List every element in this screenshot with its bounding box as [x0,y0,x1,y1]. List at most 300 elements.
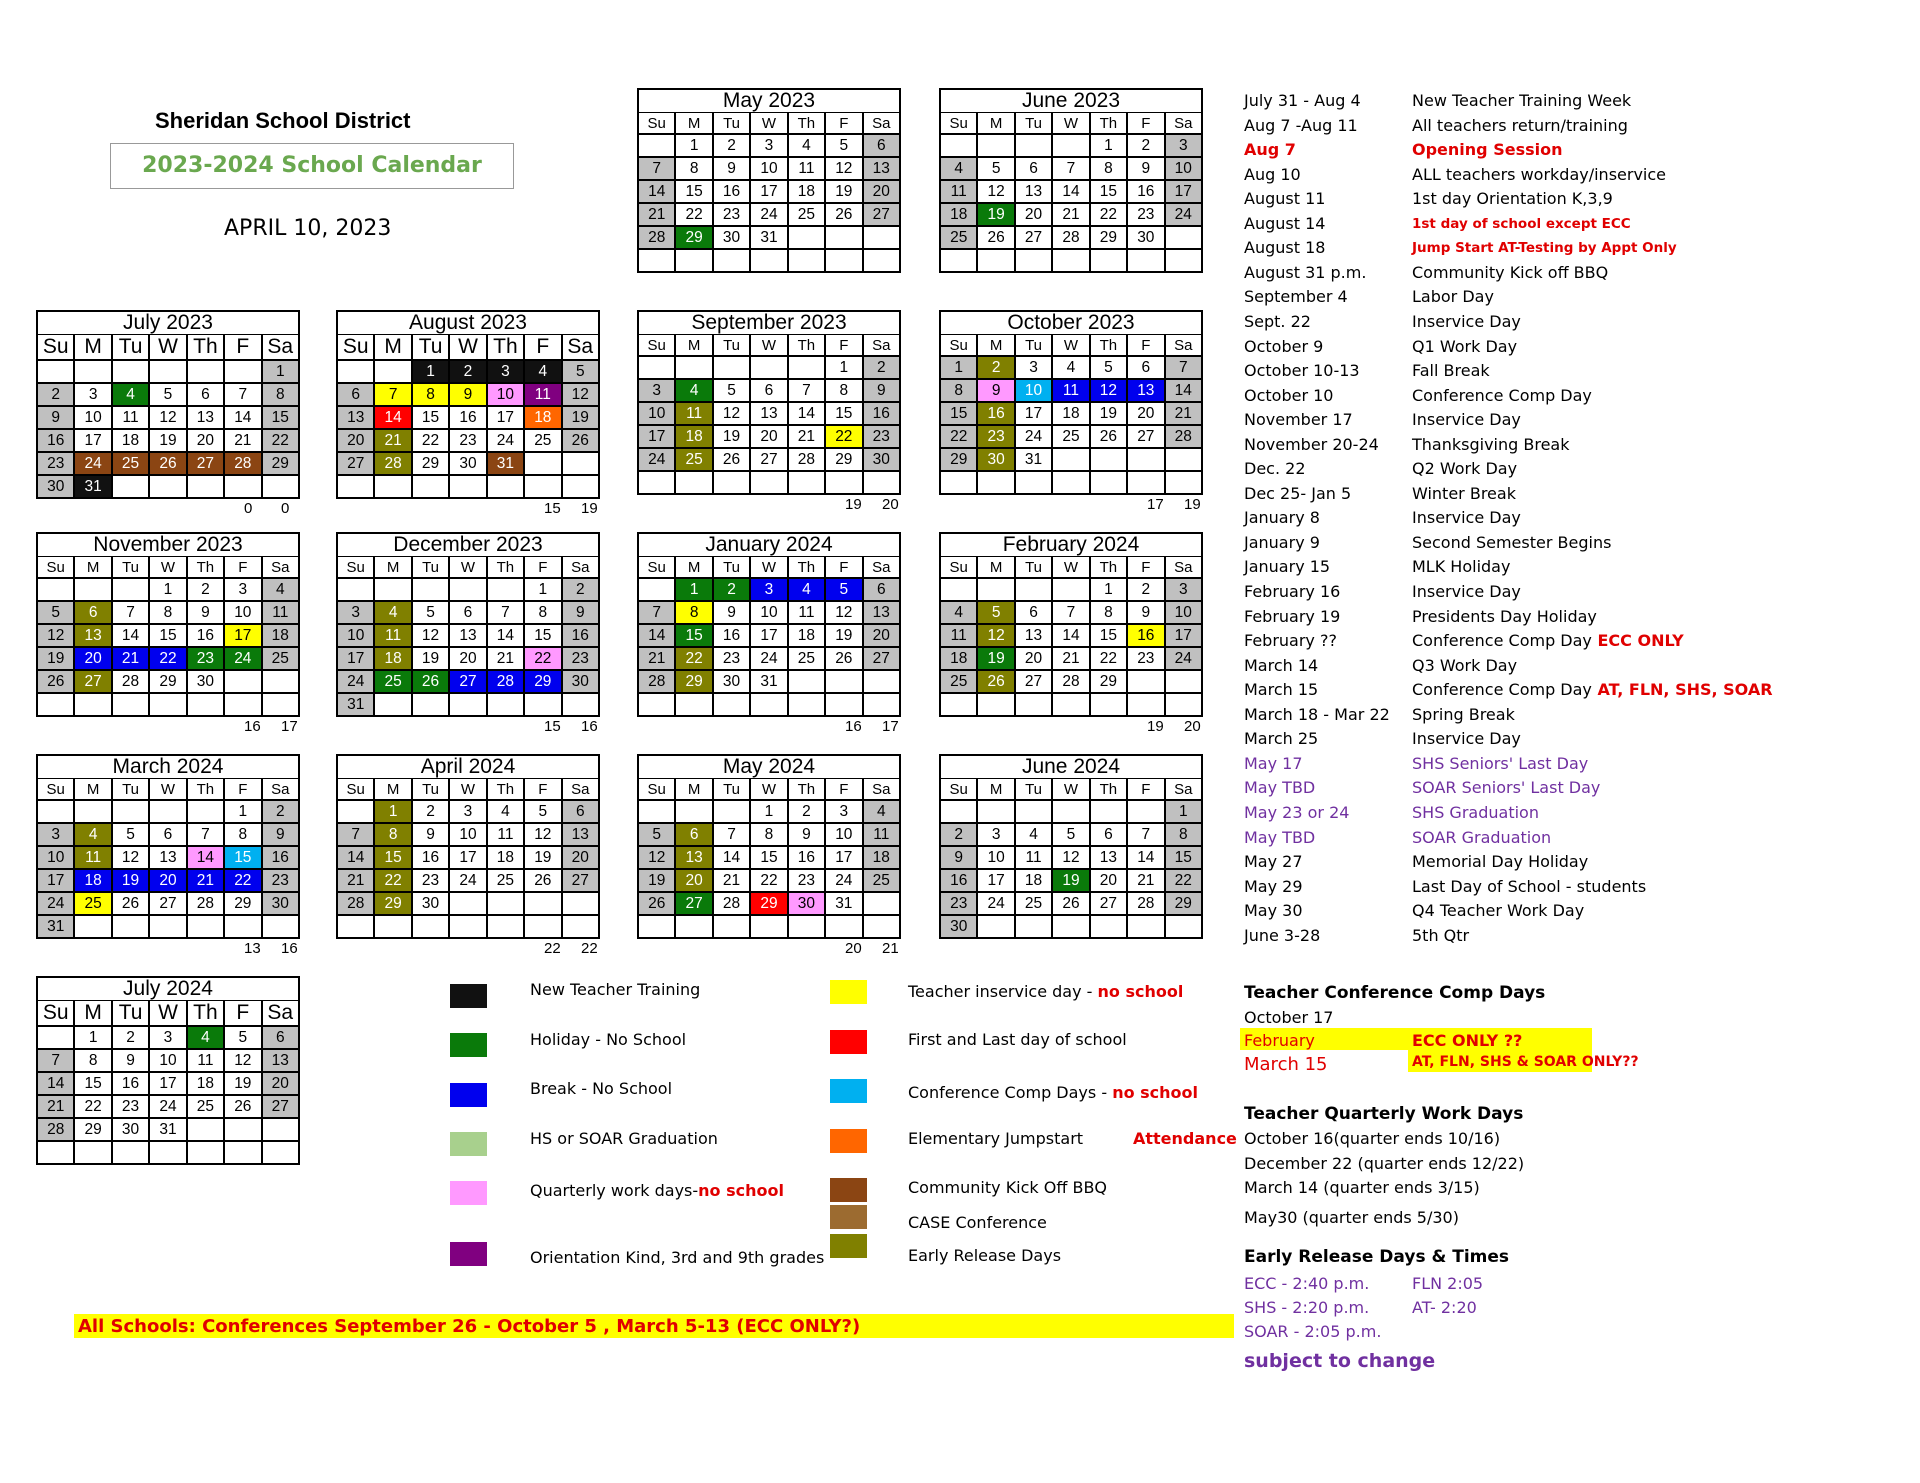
event-date: May 17 [1244,753,1303,773]
empty-cell [487,892,524,915]
event-description: MLK Holiday [1412,557,1511,577]
empty-cell [112,578,149,601]
event-description: Spring Break [1412,704,1515,724]
day-cell: 7 [638,157,675,180]
day-cell: 19 [1090,402,1127,425]
day-cell: 21 [224,429,261,452]
day-cell: 30 [1127,226,1164,249]
day-cell: 20 [750,425,787,448]
day-cell: 24 [750,647,787,670]
day-cell: 3 [337,601,374,624]
empty-cell [524,915,561,938]
event-description: 5th Qtr [1412,925,1470,945]
event-description: Q2 Work Day [1412,459,1518,479]
day-cell: 4 [788,578,825,601]
event-date: August 18 [1244,238,1326,258]
month-title: December 2023 [336,532,600,556]
day-cell: 28 [1127,892,1164,915]
day-cell: 9 [262,823,299,846]
weekday-header: Tu [112,779,149,801]
day-cell: 24 [487,429,524,452]
legend-swatch [450,984,487,1008]
day-cell: 27 [863,203,900,226]
day-cell: 6 [750,379,787,402]
day-cell: 3 [149,1026,186,1049]
day-cell: 10 [977,846,1014,869]
empty-cell [1090,915,1127,938]
empty-cell [1127,693,1164,716]
day-cell: 20 [562,846,599,869]
empty-cell [262,693,299,716]
empty-cell [675,915,712,938]
day-cell: 20 [863,180,900,203]
early-release-title: Early Release Days & Times [1244,1247,1510,1267]
day-cell: 13 [149,846,186,869]
event-description: SHS Seniors' Last Day [1412,753,1589,773]
legend-label: Conference Comp Days - no school [908,1083,1199,1102]
day-cell: 30 [449,452,486,475]
month-title: June 2024 [939,754,1203,778]
weekday-header: F [1127,557,1164,579]
day-cell: 9 [788,823,825,846]
month-title: November 2023 [36,532,300,556]
day-cell: 14 [187,846,224,869]
empty-cell [1015,471,1052,494]
event-date: March 25 [1244,729,1319,749]
day-cell: 7 [187,823,224,846]
day-cell: 30 [262,892,299,915]
day-cell: 10 [750,157,787,180]
day-cell: 24 [1165,203,1202,226]
day-count: 19 [845,496,862,513]
empty-cell [74,1141,111,1164]
weekday-header: Su [37,557,74,579]
empty-cell [675,800,712,823]
weekday-header: M [675,557,712,579]
day-cell: 29 [825,448,862,471]
day-cell: 14 [374,406,411,429]
day-cell: 21 [713,869,750,892]
weekday-header: W [449,557,486,579]
empty-cell [37,1026,74,1049]
day-cell: 25 [487,869,524,892]
legend-swatch [830,1178,867,1202]
weekday-header: Sa [262,335,299,361]
day-cell: 13 [675,846,712,869]
event-description: Community Kick off BBQ [1412,262,1609,282]
day-cell: 1 [1165,800,1202,823]
day-cell: 20 [1015,203,1052,226]
day-cell: 18 [788,180,825,203]
event-date: Aug 10 [1244,164,1301,184]
day-cell: 3 [1015,356,1052,379]
day-cell: 31 [1015,448,1052,471]
day-cell: 16 [863,402,900,425]
empty-cell [1127,800,1164,823]
day-cell: 11 [863,823,900,846]
event-description: Opening Session [1412,140,1563,160]
empty-cell [940,800,977,823]
empty-cell [1015,915,1052,938]
day-counts [336,499,600,517]
day-cell: 9 [412,823,449,846]
day-cell: 25 [262,647,299,670]
empty-cell [337,800,374,823]
empty-cell [449,475,486,498]
day-cell: 19 [37,647,74,670]
legend-swatch [830,980,867,1004]
day-cell: 28 [187,892,224,915]
weekday-header: F [825,335,862,357]
weekday-header: W [750,335,787,357]
weekday-header: Sa [1165,113,1202,135]
weekday-header: F [1127,113,1164,135]
day-cell: 21 [1127,869,1164,892]
weekday-header: F [524,557,561,579]
day-cell: 17 [337,647,374,670]
day-cell: 30 [37,475,74,498]
day-cell: 28 [638,670,675,693]
weekday-header: Th [788,779,825,801]
empty-cell [449,578,486,601]
empty-cell [1015,134,1052,157]
day-cell: 1 [524,578,561,601]
early-release-row: SOAR - 2:05 p.m. [1244,1322,1382,1341]
empty-cell [262,670,299,693]
empty-cell [788,670,825,693]
legend-note: no school [698,1181,784,1200]
day-cell: 18 [863,846,900,869]
day-cell: 18 [788,624,825,647]
day-cell: 12 [825,157,862,180]
day-cell: 2 [1127,134,1164,157]
empty-cell [37,693,74,716]
day-cell: 19 [412,647,449,670]
day-cell: 20 [863,624,900,647]
day-cell: 15 [1090,624,1127,647]
empty-cell [37,1141,74,1164]
weekday-header: M [675,779,712,801]
comp-day-row: October 17 [1244,1008,1334,1027]
day-cell: 2 [977,356,1014,379]
weekday-header: Su [337,779,374,801]
day-counts [939,495,1203,513]
day-cell: 21 [487,647,524,670]
day-cell: 3 [750,134,787,157]
day-cell: 19 [825,624,862,647]
day-cell: 6 [562,800,599,823]
day-cell: 22 [825,425,862,448]
empty-cell [825,693,862,716]
empty-cell [713,915,750,938]
day-cell: 14 [487,624,524,647]
day-cell: 23 [37,452,74,475]
day-cell: 11 [524,383,561,406]
day-cell: 19 [713,425,750,448]
empty-cell [1090,448,1127,471]
day-cell: 30 [713,670,750,693]
day-cell: 29 [224,892,261,915]
empty-cell [1127,915,1164,938]
day-cell: 16 [449,406,486,429]
day-cell: 4 [374,601,411,624]
day-cell: 21 [638,203,675,226]
day-cell: 3 [487,360,524,383]
event-description: Conference Comp Day ECC ONLY [1412,631,1684,651]
event-date: Aug 7 [1244,140,1296,160]
day-count: 15 [544,500,561,517]
day-cell: 23 [187,647,224,670]
weekday-header: W [449,335,486,361]
weekday-header: Su [940,335,977,357]
weekday-header: M [675,335,712,357]
calendar-subtitle: 2023-2024 School Calendar [142,153,482,178]
day-cell: 15 [750,846,787,869]
empty-cell [487,693,524,716]
day-cell: 20 [1015,647,1052,670]
weekday-header: Tu [412,557,449,579]
event-description: Inservice Day [1412,508,1521,528]
day-cell: 25 [1015,892,1052,915]
day-cell: 27 [675,892,712,915]
day-cell: 3 [825,800,862,823]
day-count: 17 [1147,496,1164,513]
event-date: October 10 [1244,385,1334,405]
day-cell: 21 [374,429,411,452]
day-cell: 19 [825,180,862,203]
empty-cell [149,475,186,498]
day-cell: 18 [675,425,712,448]
day-cell: 5 [825,578,862,601]
weekday-header: Tu [1015,557,1052,579]
day-cell: 26 [1090,425,1127,448]
day-cell: 10 [750,601,787,624]
empty-cell [337,475,374,498]
comp-days-title: Teacher Conference Comp Days [1244,983,1546,1003]
day-cell: 13 [863,157,900,180]
day-cell: 23 [788,869,825,892]
weekday-header: Sa [562,557,599,579]
empty-cell [37,800,74,823]
day-cell: 18 [940,647,977,670]
quarterly-row: December 22 (quarter ends 12/22) [1244,1154,1525,1173]
day-cell: 25 [863,869,900,892]
day-cell: 14 [638,624,675,647]
day-counts [336,939,600,957]
weekday-header: F [1127,335,1164,357]
event-date: January 15 [1244,557,1331,577]
day-cell: 21 [788,425,825,448]
empty-cell [638,578,675,601]
legend-label: First and Last day of school [908,1030,1127,1049]
day-cell: 24 [1165,647,1202,670]
weekday-header: Tu [112,557,149,579]
day-cell: 11 [187,1049,224,1072]
empty-cell [487,915,524,938]
empty-cell [449,915,486,938]
empty-cell [977,915,1014,938]
day-cell: 11 [675,402,712,425]
day-count: 13 [244,940,261,957]
day-cell: 27 [337,452,374,475]
day-cell: 29 [374,892,411,915]
day-cell: 27 [262,1095,299,1118]
weekday-header: W [149,1001,186,1027]
day-cell: 2 [940,823,977,846]
weekday-header: Su [940,779,977,801]
day-cell: 11 [487,823,524,846]
day-cell: 5 [562,360,599,383]
empty-cell [262,915,299,938]
event-date: May TBD [1244,778,1316,798]
empty-cell [1165,471,1202,494]
day-cell: 16 [412,846,449,869]
event-description: Winter Break [1412,483,1516,503]
day-cell: 31 [149,1118,186,1141]
weekday-header: Tu [713,113,750,135]
event-description: ALL teachers workday/inservice [1412,164,1666,184]
weekday-header: F [825,113,862,135]
legend-label: New Teacher Training [530,980,701,999]
day-cell: 9 [863,379,900,402]
day-cell: 3 [638,379,675,402]
day-cell: 12 [524,823,561,846]
day-cell: 8 [825,379,862,402]
event-description: Q3 Work Day [1412,655,1518,675]
empty-cell [187,1141,224,1164]
empty-cell [788,915,825,938]
day-cell: 9 [1127,601,1164,624]
month-nov2023 [36,532,300,735]
weekday-header: M [675,113,712,135]
weekday-header: Tu [1015,113,1052,135]
empty-cell [750,693,787,716]
day-cell: 15 [374,846,411,869]
month-title: February 2024 [939,532,1203,556]
empty-cell [863,226,900,249]
day-cell: 29 [412,452,449,475]
day-cell: 10 [74,406,111,429]
day-cell: 2 [412,800,449,823]
day-cell: 14 [713,846,750,869]
empty-cell [224,915,261,938]
day-cell: 24 [37,892,74,915]
empty-cell [1165,670,1202,693]
day-count: 0 [281,500,290,517]
empty-cell [149,1141,186,1164]
empty-cell [1052,693,1089,716]
day-cell: 22 [675,203,712,226]
day-cell: 10 [487,383,524,406]
event-description: All teachers return/training [1412,115,1628,135]
day-cell: 9 [1127,157,1164,180]
empty-cell [713,356,750,379]
empty-cell [863,670,900,693]
day-cell: 16 [562,624,599,647]
empty-cell [1165,915,1202,938]
day-cell: 7 [1165,356,1202,379]
day-cell: 12 [224,1049,261,1072]
month-apr2024 [336,754,600,957]
day-cell: 3 [1165,578,1202,601]
legend-label: Teacher inservice day - no school [908,982,1184,1001]
day-cell: 17 [74,429,111,452]
day-cell: 1 [825,356,862,379]
day-count: 19 [581,500,598,517]
day-cell: 11 [262,601,299,624]
day-cell: 4 [675,379,712,402]
day-cell: 16 [940,869,977,892]
day-cell: 5 [638,823,675,846]
day-cell: 15 [1090,180,1127,203]
day-cell: 24 [750,203,787,226]
day-cell: 1 [149,578,186,601]
day-cell: 17 [638,425,675,448]
day-cell: 10 [825,823,862,846]
day-cell: 23 [412,869,449,892]
empty-cell [1165,226,1202,249]
day-cell: 12 [713,402,750,425]
month-title: September 2023 [637,310,901,334]
day-cell: 1 [1090,134,1127,157]
day-cell: 7 [1052,601,1089,624]
empty-cell [449,693,486,716]
day-cell: 1 [224,800,261,823]
day-cell: 14 [1052,624,1089,647]
day-cell: 22 [374,869,411,892]
day-cell: 9 [112,1049,149,1072]
day-cell: 13 [449,624,486,647]
empty-cell [1090,249,1127,272]
day-cell: 18 [74,869,111,892]
empty-cell [149,360,186,383]
day-cell: 20 [675,869,712,892]
day-cell: 7 [1052,157,1089,180]
event-date: Aug 7 -Aug 11 [1244,115,1358,135]
day-cell: 6 [74,601,111,624]
event-date: Sept. 22 [1244,311,1311,331]
weekday-header: Su [638,779,675,801]
empty-cell [74,693,111,716]
day-cell: 19 [224,1072,261,1095]
day-cell: 11 [788,601,825,624]
day-cell: 16 [37,429,74,452]
weekday-header: Sa [863,779,900,801]
month-oct2023 [939,310,1203,513]
legend-label: Early Release Days [908,1246,1062,1265]
day-cell: 13 [1015,624,1052,647]
empty-cell [1165,249,1202,272]
day-cell: 15 [940,402,977,425]
day-cell: 3 [37,823,74,846]
empty-cell [750,915,787,938]
day-cell: 3 [74,383,111,406]
event-description: Conference Comp Day AT, FLN, SHS, SOAR [1412,680,1773,700]
day-cell: 18 [940,203,977,226]
legend-swatch [830,1129,867,1153]
day-cell: 10 [1165,157,1202,180]
day-cell: 22 [675,647,712,670]
day-cell: 27 [562,869,599,892]
day-cell: 6 [1090,823,1127,846]
day-cell: 23 [262,869,299,892]
empty-cell [524,475,561,498]
weekday-header: M [374,557,411,579]
event-extra: ECC ONLY [1591,631,1684,651]
day-cell: 12 [149,406,186,429]
empty-cell [1052,249,1089,272]
empty-cell [224,475,261,498]
